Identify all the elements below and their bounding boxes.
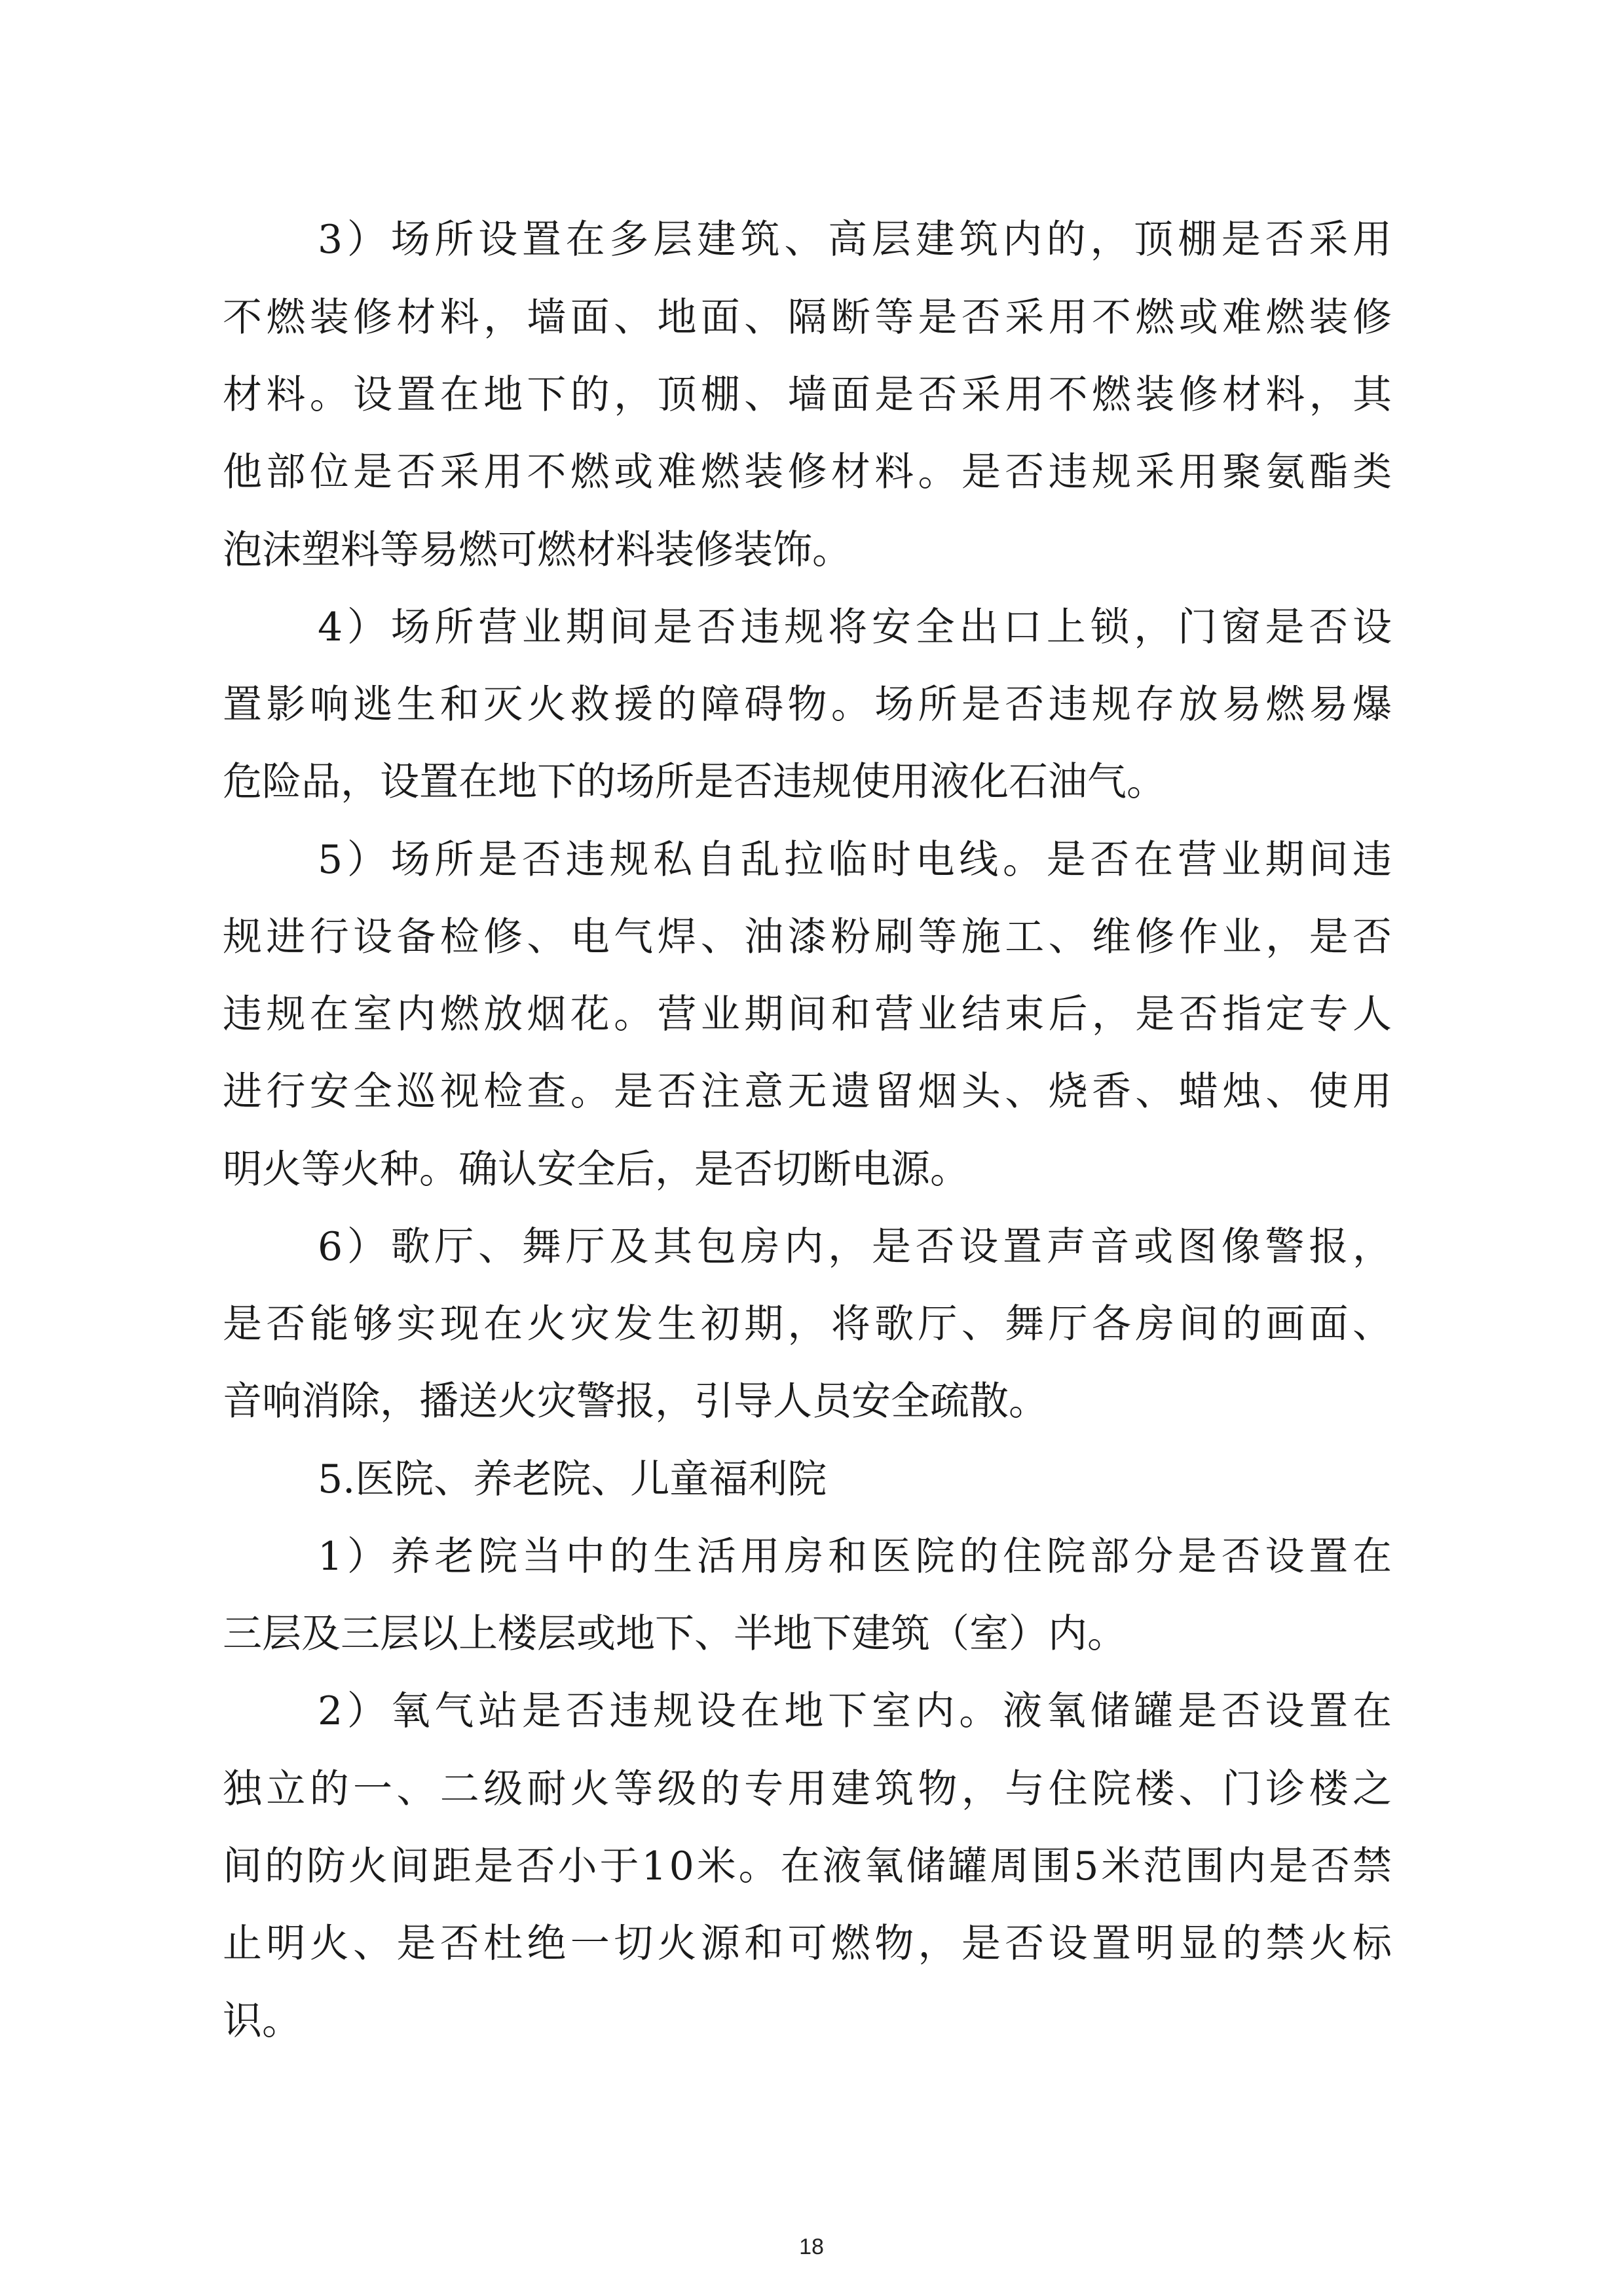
text-line: 独立的一、二级耐火等级的专用建筑物，与住院楼、门诊楼之 <box>223 1766 1396 1812</box>
text-line: 间的防火间距是否小于10米。在液氧储罐周围5米范围内是否禁 <box>223 1843 1394 1889</box>
text-line: 是否能够实现在火灾发生初期，将歌厅、舞厅各房间的画面、 <box>223 1301 1396 1347</box>
section-heading: 5.医院、养老院、儿童福利院 <box>318 1456 827 1502</box>
page-number: 18 <box>799 2234 824 2259</box>
text-line: 不燃装修材料，墙面、地面、隔断等是否采用不燃或难燃装修 <box>223 295 1396 341</box>
text-line: 4）场所营业期间是否违规将安全出口上锁，门窗是否设 <box>318 604 1396 650</box>
text-line: 1）养老院当中的生活用房和医院的住院部分是否设置在 <box>318 1534 1396 1580</box>
text-line: 置影响逃生和灭火救援的障碍物。场所是否违规存放易燃易爆 <box>223 682 1396 728</box>
text-line: 识。 <box>223 1998 301 2044</box>
text-line: 违规在室内燃放烟花。营业期间和营业结束后，是否指定专人 <box>223 991 1396 1037</box>
text-line: 止明火、是否杜绝一切火源和可燃物，是否设置明显的禁火标 <box>223 1921 1396 1967</box>
text-line: 他部位是否采用不燃或难燃装修材料。是否违规采用聚氨酯类 <box>223 449 1396 495</box>
text-line: 三层及三层以上楼层或地下、半地下建筑（室）内。 <box>223 1611 1127 1657</box>
text-line: 明火等火种。确认安全后，是否切断电源。 <box>223 1147 969 1193</box>
text-line: 进行安全巡视检查。是否注意无遗留烟头、烧香、蜡烛、使用 <box>223 1069 1396 1115</box>
text-line: 材料。设置在地下的，顶棚、墙面是否采用不燃装修材料，其 <box>223 372 1396 418</box>
text-line: 2）氧气站是否违规设在地下室内。液氧储罐是否设置在 <box>318 1688 1396 1734</box>
text-line: 危险品，设置在地下的场所是否违规使用液化石油气。 <box>223 759 1166 805</box>
text-line: 3）场所设置在多层建筑、高层建筑内的，顶棚是否采用 <box>318 217 1396 263</box>
text-line: 5）场所是否违规私自乱拉临时电线。是否在营业期间违 <box>318 837 1396 883</box>
text-line: 6）歌厅、舞厅及其包房内，是否设置声音或图像警报， <box>318 1224 1396 1270</box>
text-line: 泡沫塑料等易燃可燃材料装修装饰。 <box>223 527 851 573</box>
text-line: 规进行设备检修、电气焊、油漆粉刷等施工、维修作业，是否 <box>223 914 1396 960</box>
text-line: 音响消除，播送火灾警报，引导人员安全疏散。 <box>223 1379 1048 1424</box>
